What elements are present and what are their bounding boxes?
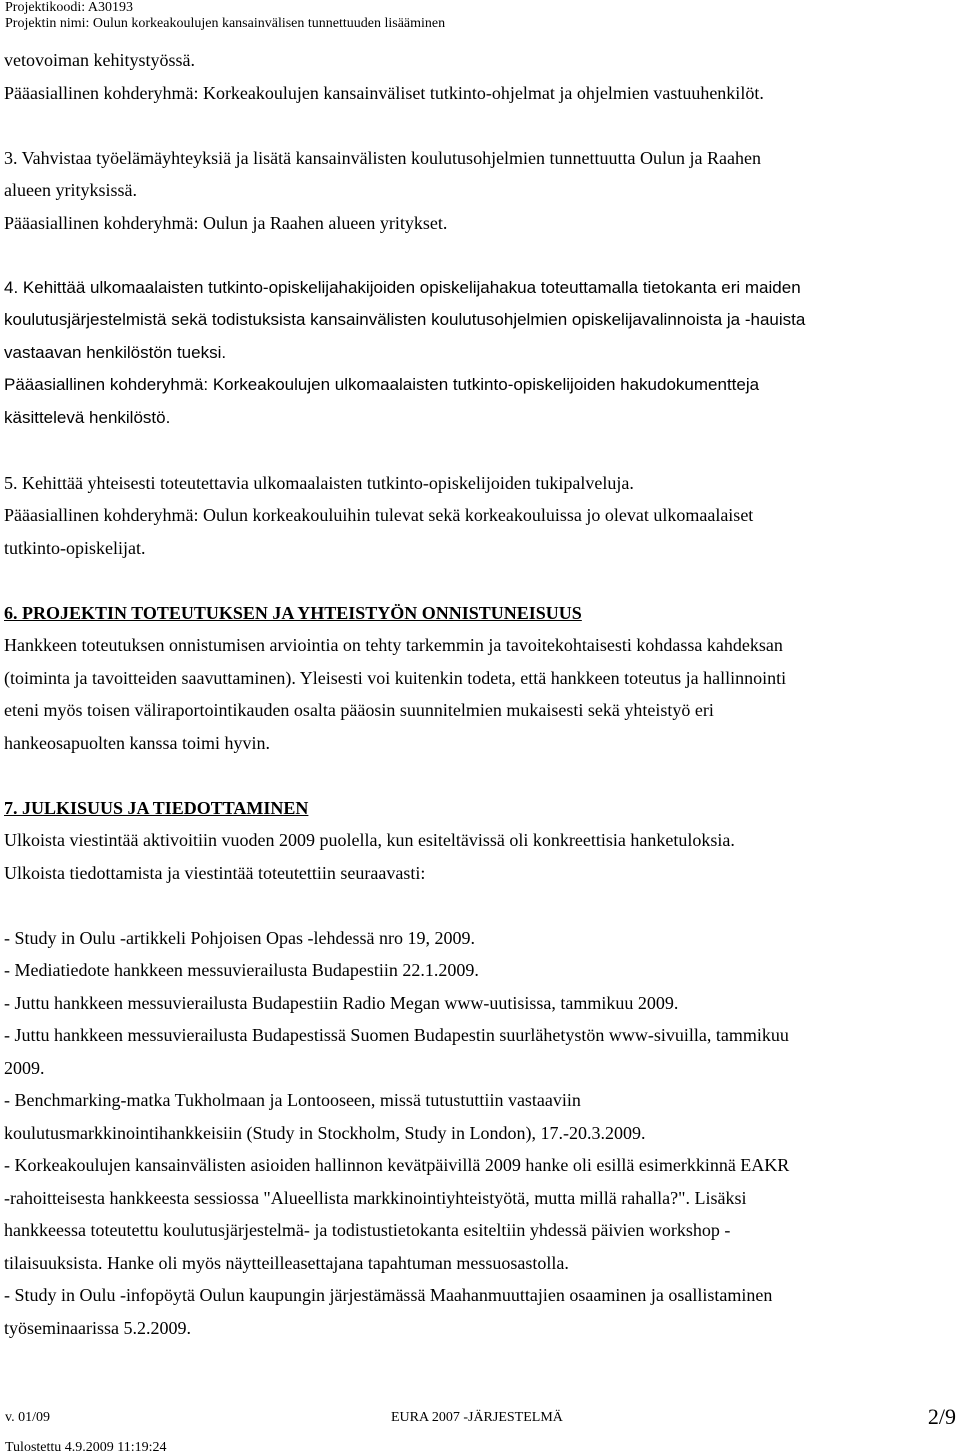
- paragraph-gap: [4, 889, 958, 922]
- project-code: Projektikoodi: A30193: [5, 0, 133, 15]
- section-heading-7: 7. JULKISUUS JA TIEDOTTAMINEN: [4, 797, 309, 818]
- list-item: - Juttu hankkeen messuvierailusta Budapestissä Suomen Budapestin suurlähetystön www-sivuilla, tammikuu: [4, 1025, 789, 1045]
- body-line: Pääasiallinen kohderyhmä: Korkeakoulujen kansainväliset tutkinto-ohjelmat ja ohjelmien vastuuhenkilöt.: [4, 82, 764, 103]
- printed-timestamp: Tulostettu 4.9.2009 11:19:24: [5, 1440, 167, 1455]
- list-item-continuation: tilaisuuksista. Hanke oli myös näytteilleasettajana tapahtuman messuosastolla.: [4, 1252, 569, 1273]
- body-line: vetovoiman kehitystyössä.: [4, 50, 195, 70]
- body-line: vastaavan henkilöstön tueksi.: [4, 342, 227, 362]
- body-line: alueen yrityksissä.: [4, 180, 137, 200]
- list-item: - Benchmarking-matka Tukholmaan ja Lontooseen, missä tutustuttiin vastaaviin: [4, 1090, 581, 1110]
- body-line: (toiminta ja tavoitteiden saavuttaminen). Yleisesti voi kuitenkin todeta, että hankkeen toteutus ja hallinnointi: [4, 667, 787, 688]
- body-line: Pääasiallinen kohderyhmä: Oulun korkeakouluihin tulevat sekä korkeakouluissa jo olevat ulkomaalaiset: [4, 505, 754, 525]
- list-item-continuation: 2009.: [4, 1057, 45, 1078]
- goal-4-block: [4, 272, 958, 435]
- paragraph-gap: [4, 434, 958, 467]
- list-item-continuation: hankkeessa toteutettu koulutusjärjestelmä- ja todistustietokanta esiteltiin yhdessä päivien workshop -: [4, 1220, 731, 1240]
- list-item: - Mediatiedote hankkeen messuvierailusta Budapestiin 22.1.2009.: [4, 960, 479, 980]
- body-line: Ulkoista viestintää aktivoitiin vuoden 2009 puolella, kun esiteltävissä oli konkreettisia hanketuloksia.: [4, 830, 735, 850]
- body-line: koulutusjärjestelmistä sekä todistuksista kansainvälisten koulutusohjelmien opiskelijavalinnoista ja -hauista: [4, 310, 806, 329]
- document-body: [4, 44, 958, 1344]
- body-line: Pääasiallinen kohderyhmä: Oulun ja Raahen alueen yritykset.: [4, 212, 448, 233]
- list-item: - Study in Oulu -artikkeli Pohjoisen Opas -lehdessä nro 19, 2009.: [4, 927, 475, 948]
- body-line: Pääasiallinen kohderyhmä: Korkeakoulujen ulkomaalaisten tutkinto-opiskelijoiden hakudokumentteja: [4, 375, 760, 394]
- body-line: 3. Vahvistaa työelämäyhteyksiä ja lisätä kansainvälisten koulutusohjelmien tunnettuutta Oulun ja Raahen: [4, 147, 761, 168]
- paragraph-gap: [4, 239, 958, 272]
- list-item-continuation: työseminaarissa 5.2.2009.: [4, 1317, 191, 1338]
- page-footer-left: [5, 1410, 167, 1456]
- body-line: Ulkoista tiedottamista ja viestintää toteutettiin seuraavasti:: [4, 862, 426, 883]
- list-item-continuation: -rahoitteisesta hankkeesta sessiossa "Alueellista markkinointiyhteistyötä, mutta millä rahalla?". Lisäksi: [4, 1187, 747, 1208]
- section-heading-6: 6. PROJEKTIN TOTEUTUKSEN JA YHTEISTYÖN ONNISTUNEISUUS: [4, 602, 582, 623]
- body-line: eteni myös toisen väliraportointikauden osalta pääosin suunnitelmien mukaisesti sekä yhteistyö eri: [4, 700, 714, 720]
- page-number: 2/9: [927, 1404, 956, 1429]
- body-line: käsittelevä henkilöstö.: [4, 407, 171, 427]
- list-item: - Korkeakoulujen kansainvälisten asioiden hallinnon kevätpäivillä 2009 hanke oli esillä esimerkkinnä EAKR: [4, 1155, 790, 1175]
- list-item: - Study in Oulu -infopöytä Oulun kaupungin järjestämässä Maahanmuuttajien osaaminen ja osallistaminen: [4, 1285, 773, 1305]
- body-line: hankeosapuolten kanssa toimi hyvin.: [4, 732, 270, 753]
- body-line: 5. Kehittää yhteisesti toteutettavia ulkomaalaisten tutkinto-opiskelijoiden tukipalveluja.: [4, 472, 634, 493]
- paragraph-gap: [4, 109, 958, 142]
- list-item: - Juttu hankkeen messuvierailusta Budapestiin Radio Megan www-uutisissa, tammikuu 2009.: [4, 992, 679, 1013]
- paragraph-gap: [4, 759, 958, 792]
- list-item-continuation: koulutusmarkkinointihankkeisiin (Study in Stockholm, Study in London), 17.-20.3.2009.: [4, 1122, 646, 1143]
- body-line: Hankkeen toteutuksen onnistumisen arviointia on tehty tarkemmin ja tavoitekohtaisesti kohdassa kahdeksan: [4, 635, 783, 655]
- body-line: 4. Kehittää ulkomaalaisten tutkinto-opiskelijahakijoiden opiskelijahakua toteuttamalla tietokanta eri maiden: [4, 277, 801, 297]
- version-label: v. 01/09: [5, 1410, 50, 1425]
- project-name: Projektin nimi: Oulun korkeakoulujen kansainvälisen tunnettuuden lisääminen: [5, 16, 446, 31]
- page-header: [5, 0, 445, 32]
- paragraph-gap: [4, 564, 958, 597]
- system-name: EURA 2007 -JÄRJESTELMÄ: [391, 1410, 563, 1425]
- body-line: tutkinto-opiskelijat.: [4, 537, 146, 558]
